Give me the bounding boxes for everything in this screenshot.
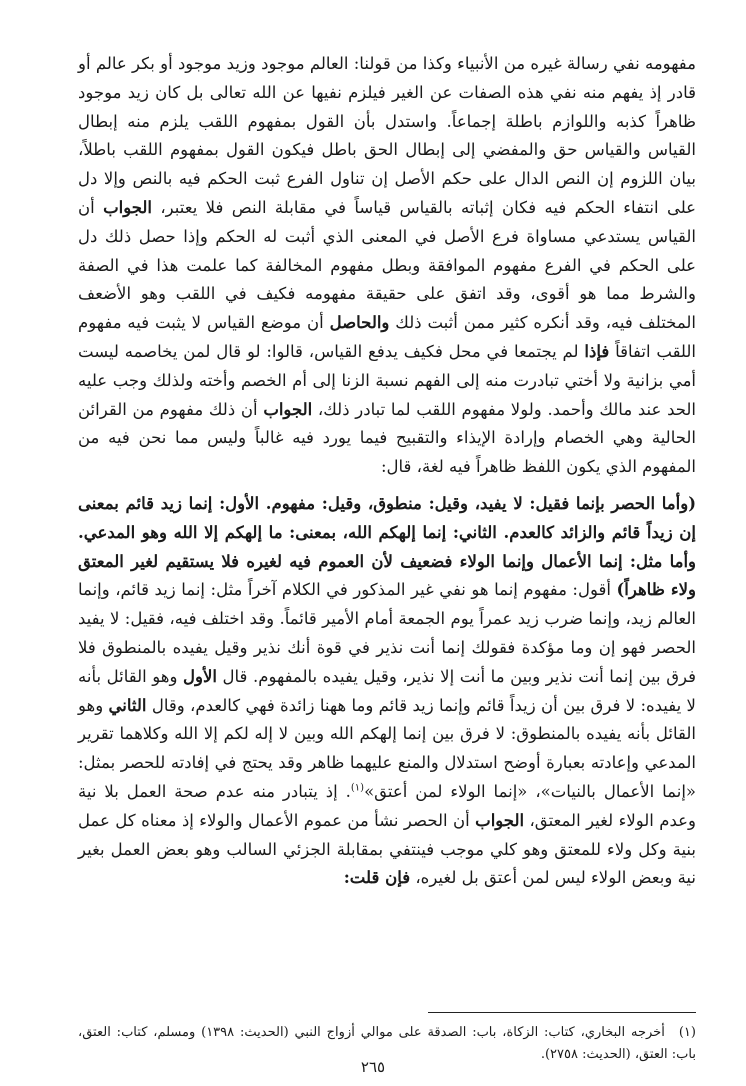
text-segment: أن موضع القياس لا يثبت فيه مفهوم اللقب اتفاقاً [78,313,697,361]
bold-text-segment: فإذا [584,341,610,361]
text-segment: لم يجتمعا في محل فكيف يدفع القياس، قالوا: لو قال لمن يخاصمه ليست أمي بزانية ولا أختي تبادرت منه إلى الفهم نسبة الزنا إلى أم الخصم وأخته ولذلك وجب عليه الحد عند مالك وأحمد. ولولا مفهوم اللقب لما تبادر ذلك، [78,341,696,419]
bold-text-segment: الثاني [108,695,147,715]
page-number: ٢٦٥ [360,1058,386,1076]
footnote-number: (١) [678,1025,696,1040]
text-segment: أن ذلك مفهوم من القرائن الحالية وهي الخصام وإرادة الإيذاء والتقبيح فيما يورد فيه غالباً وليس مما نحن فيه من المفهوم الذي يكون اللفظ ظاهراً فيه لغة، قال: [78,399,696,477]
text-segment: أقول: مفهوم إنما هو نفي غير المذكور في الكلام آخراً مثل: إنما زيد قائم، وإنما العالم زيد، وإنما ضرب زيد عمراً يوم الجمعة أمام الأمير قائماً. وقد اختلف فيه، فقيل: لا يفيد الحصر فهو إن وما مؤكدة فقولك إنما أنت نذير في قوة أنك نذير وقيل يفيده بالمنطوق فلا فرق بين إنما أنت نذير وبين ما أنت إلا نذير، وقيل يفيده بالمفهوم. قال [78,580,696,686]
bold-text-segment: الجواب [475,810,525,830]
bold-text-segment: (وأما الحصر بإنما فقيل: لا يفيد، وقيل: منطوق، وقيل: مفهوم. الأول: إنما زيد قائم بمعنى إن زيداً قائم والزائد كالعدم. الثاني: إنما إلهكم الله، بمعنى: ما إلهكم إلا الله وهو المدعي. وأما مثل: إنما الأعمال وإنما الولاء فضعيف لأن العموم فيه لغيره فلا يستقيم لغير المعتق ولاء ظاهراً) [78,493,696,600]
paragraph [78,50,696,482]
paragraph [78,490,696,893]
text-segment: وهو القائل بأنه يفيده بالمنطوق: لا فرق بين إنما إلهكم الله وبين لا إله لكم إلا الله وكلاهما تقرير المدعي وإعادته بعبارة أوضح استدلال والمنع عليهما ظاهر وقد يحتج في إفادته للحصر بمثل: «إنما الأعمال بالنيات»، «إنما الولاء لمن أعتق» [78,695,696,801]
footnote-text: أخرجه البخاري، كتاب: الزكاة، باب: الصدقة على موالي أزواج النبي (الحديث: ١٣٩٨) ومسلم، كتاب: العتق، باب: العتق، (الحديث: ٢٧٥٨). [78,1025,696,1062]
text-segment: مفهومه نفي رسالة غيره من الأنبياء وكذا من قولنا: العالم موجود وزيد موجود أو بكر عالم أو قادر إذ يفهم منه نفي هذه الصفات عن الغير فيلزم نفيها عن الله تعالى بل كان زيد موجود ظاهراً كذبه واللوازم باطلة إجماعاً. واستدل بأن القول بمفهوم اللقب يلزم منه إبطال القياس والقياس حق والمفضي إلى إبطال الحق باطل فيكون القول بمفهوم اللقب باطلاً، بيان اللزوم إن النص الدال على حكم الأصل إن تناول الفرع ثبت الحكم فيه بالنص وإلا دل على انتفاء الحكم فيه فكان إثباته بالقياس قياساً في مقابلة النص فلا يعتبر، [78,54,697,217]
text-segment: . إذ يتبادر منه عدم صحة العمل بلا نية وعدم الولاء لغير المعتق، [78,781,696,830]
bold-text-segment: والحاصل [329,313,390,333]
footnote-separator [428,1012,696,1013]
text-segment: وهو القائل بأنه لا يفيده: لا فرق بين أن زيداً قائم وإنما زيد قائم وما ههنا زائدة فهي كالعدم، وقال [78,666,696,715]
main-text [78,50,696,893]
bold-text-segment: الجواب [263,399,313,419]
bold-text-segment: الأول [183,666,217,686]
bold-text-segment: الجواب [103,197,152,217]
text-segment: أن الحصر نشأ من عموم الأعمال والولاء إذ معناه كل عمل بنية وكل ولاء للمعتق وهو كلي موجب فينتفي بمقابلة الجزئي السالب وهو بعض العمل بغير نية وبعض الولاء ليس لمن أعتق بل لغيره، [78,810,696,888]
text-segment: أن القياس يستدعي مساواة فرع الأصل في المعنى الذي أثبت له الحكم وإذا حصل ذلك دل على الحكم في الفرع مفهوم الموافقة وبطل مفهوم المخالفة كما علمت هذا في الصفة والشرط مما هو أقوى، وقد اتفق على حقيقة مفهومه فكيف في اللقب وهو الأضعف المختلف فيه، وقد أنكره كثير ممن أثبت ذلك [78,197,696,333]
bold-text-segment: فإن قلت: [343,868,411,888]
footnote-reference: (١) [350,782,365,794]
